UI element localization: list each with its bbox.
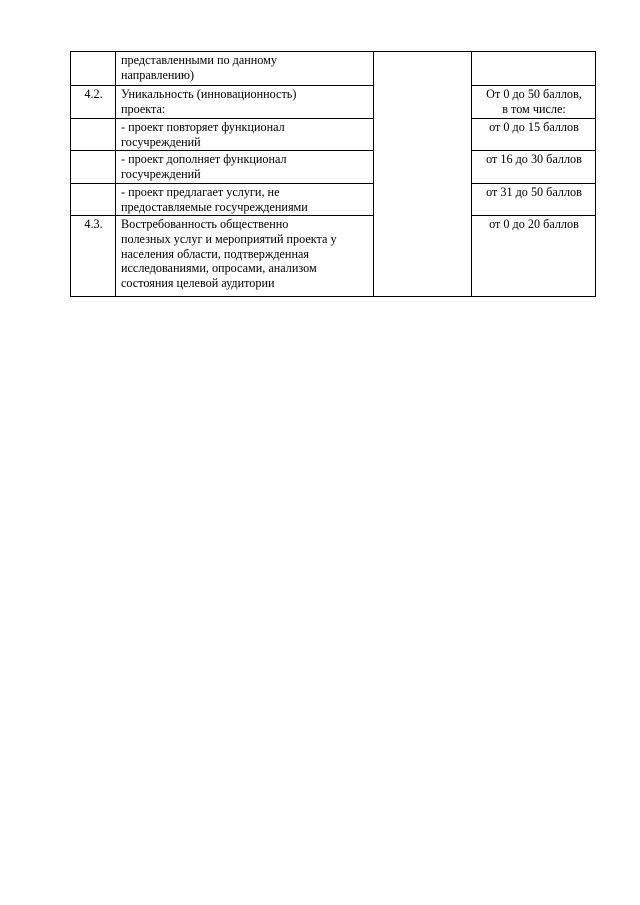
criterion-text-cell xyxy=(116,216,374,297)
criterion-text-cell xyxy=(116,151,374,184)
table-row xyxy=(71,52,596,86)
criterion-text-line: полезных услуг и мероприятий проекта у xyxy=(121,231,337,246)
score-cell xyxy=(472,52,596,86)
criterion-text-line: госучреждений xyxy=(121,134,201,149)
merged-empty-cell xyxy=(374,52,472,297)
criterion-text-line: - проект повторяет функционал xyxy=(121,120,285,134)
criterion-text-line: исследованиями, опросами, анализом xyxy=(121,261,317,276)
criterion-text-line: предоставляемые госучреждениями xyxy=(121,199,308,214)
row-number-cell: 4.2. xyxy=(71,86,116,119)
score-cell xyxy=(472,119,596,151)
score-text-line: от 0 до 15 баллов xyxy=(489,120,579,134)
criterion-text-cell xyxy=(116,52,374,86)
criterion-text-line: населения области, подтвержденная xyxy=(121,246,309,261)
score-cell xyxy=(472,184,596,216)
criterion-text-line: - проект дополняет функционал xyxy=(121,152,287,167)
row-number-cell: 4.3. xyxy=(71,216,116,297)
score-cell xyxy=(472,216,596,297)
table-row xyxy=(71,86,596,119)
row-number-cell xyxy=(71,184,116,216)
table-row xyxy=(71,216,596,297)
score-cell xyxy=(472,86,596,119)
criterion-text-line: проекта: xyxy=(121,101,166,116)
score-text-line: От 0 до 50 баллов, xyxy=(486,87,582,101)
criterion-text-line: направлению) xyxy=(121,67,195,82)
score-text-line: от 16 до 30 баллов xyxy=(486,152,582,167)
row-number-cell xyxy=(71,52,116,86)
score-text-line: от 0 до 20 баллов xyxy=(489,217,579,232)
table-row xyxy=(71,119,596,151)
criterion-text-line: госучреждений xyxy=(121,166,201,181)
score-text-line: от 31 до 50 баллов xyxy=(486,185,582,200)
criterion-text-line: представленными по данному xyxy=(121,53,277,67)
criterion-text-cell xyxy=(116,86,374,119)
table-row xyxy=(71,151,596,184)
criterion-text-line: Востребованность общественно xyxy=(121,217,289,232)
score-text-line: в том числе: xyxy=(502,101,566,116)
criterion-text-line: состояния целевой аудитории xyxy=(121,275,275,290)
criterion-text-cell xyxy=(116,119,374,151)
row-number-cell xyxy=(71,119,116,151)
criteria-table xyxy=(70,51,596,297)
criterion-text-line: Уникальность (инновационность) xyxy=(121,87,297,101)
row-number-cell xyxy=(71,151,116,184)
score-cell xyxy=(472,151,596,184)
table-row xyxy=(71,184,596,216)
criterion-text-cell xyxy=(116,184,374,216)
criterion-text-line: - проект предлагает услуги, не xyxy=(121,185,280,200)
